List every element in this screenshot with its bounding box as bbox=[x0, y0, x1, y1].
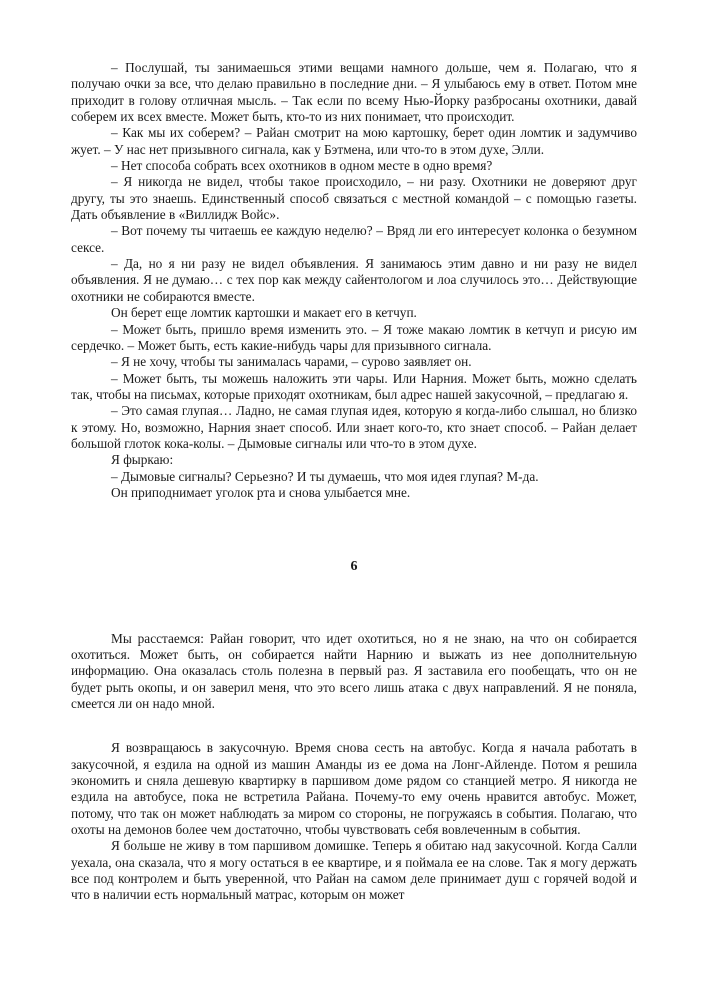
paragraph: – Нет способа собрать всех охотников в одном месте в одно время? bbox=[111, 158, 493, 174]
paragraph: – Может быть, пришло время изменить это. – Я тоже макаю ломтик в кетчуп и рисую им сердечко. – Может быть, есть какие-нибудь чары для призывного сигнала. bbox=[71, 321, 637, 353]
section-before-chapter bbox=[71, 60, 637, 501]
paragraph: Мы расстаемся: Райан говорит, что идет охотиться, но я не знаю, на что он собирается охотиться. Может быть, он собирается найти Нарнию и выжать из нее дополнительную информацию. Она оказалась столь полезна в первый раз. Я заставила его пообещать, что он не будет рыть окопы, и он заверил меня, что это всего лишь атака с двух направлений. Я не поняла, смеется ли он надо мной. bbox=[71, 630, 637, 711]
spacer bbox=[71, 712, 637, 740]
paragraph: – Я не хочу, чтобы ты занималась чарами, – сурово заявляет он. bbox=[111, 354, 472, 370]
paragraph: Он берет еще ломтик картошки и макает его в кетчуп. bbox=[111, 305, 417, 321]
paragraph: – Вот почему ты читаешь ее каждую неделю? – Вряд ли его интересует колонка о безумном сексе. bbox=[71, 223, 637, 255]
text-column bbox=[71, 60, 637, 904]
paragraph: – Это самая глупая… Ладно, не самая глупая идея, которую я когда-либо слышал, но близко к этому. Но, возможно, Нарния знает способ. Или знает кого-то, кто знает способ. – Райан делает большой глоток кока-колы. – Дымовые сигналы или что-то в этом духе. bbox=[71, 403, 637, 451]
paragraph: – Я никогда не видел, чтобы такое происходило, – ни разу. Охотники не доверяют друг другу, ты это знаешь. Единственный способ связаться с местной командой – с помощью газеты. Дать объявление в «Виллидж Войс». bbox=[71, 174, 637, 223]
paragraph: – Дымовые сигналы? Серьезно? И ты думаешь, что моя идея глупая? М-да. bbox=[111, 468, 539, 484]
spacer bbox=[71, 576, 637, 631]
paragraph: – Да, но я ни разу не видел объявления. Я занимаюсь этим давно и ни разу не видел объявления. Я не думаю… с тех пор как между сайентологом и лоа случилось это… Действующие охотники не собираются вместе. bbox=[71, 256, 637, 304]
paragraph: – Может быть, ты можешь наложить эти чары. Или Нарния. Может быть, можно сделать так, чтобы на письмах, которые приходят охотникам, был адрес нашей закусочной, – предлагаю я. bbox=[71, 370, 637, 402]
paragraph: Он приподнимает уголок рта и снова улыбается мне. bbox=[111, 484, 411, 500]
section-after-chapter bbox=[71, 631, 637, 713]
paragraph: Я возвращаюсь в закусочную. Время снова сесть на автобус. Когда я начала работать в закусочной, я ездила на одной из машин Аманды из ее дома на Лонг-Айленде. Потом я решила экономить и сняла дешевую квартирку в паршивом доме рядом со станцией метро. Я никогда не ездила на автобусе, пока не встретила Райана. Почему-то ему очень нравится автобус. Может, потому, что так он может наблюдать за миром со стороны, не погружаясь в события. Полагаю, что охоты на демонов более чем достаточно, чтобы чувствовать себя вовлеченным в события. bbox=[71, 740, 637, 838]
chapter-number: 6 bbox=[350, 559, 358, 575]
paragraph: Я фыркаю: bbox=[111, 452, 174, 468]
paragraph: – Как мы их соберем? – Райан смотрит на мою картошку, берет один ломтик и задумчиво жует. – У нас нет призывного сигнала, как у Бэтмена, или что-то в этом духе, Элли. bbox=[71, 125, 637, 157]
paragraph: Я больше не живу в том паршивом домишке. Теперь я обитаю над закусочной. Когда Салли уехала, она сказала, что я могу остаться в ее квартире, и я поймала ее на слове. Так я могу держать все под контролем и быть уверенной, что Райан на самом деле принимает душ с горячей водой и что в наличии есть нормальный матрас, которым он может bbox=[71, 838, 637, 903]
section-final bbox=[71, 740, 637, 903]
spacer bbox=[71, 501, 637, 559]
paragraph: – Послушай, ты занимаешься этими вещами намного дольше, чем я. Полагаю, что я получаю очки за все, что делаю правильно в последние дни. – Я улыбаюсь ему в ответ. Потом мне приходит в голову отличная мысль. – Так если по всему Нью-Йорку разбросаны охотники, давай соберем их всех вместе. Может быть, кто-то из них понимает, что происходит. bbox=[71, 60, 637, 125]
